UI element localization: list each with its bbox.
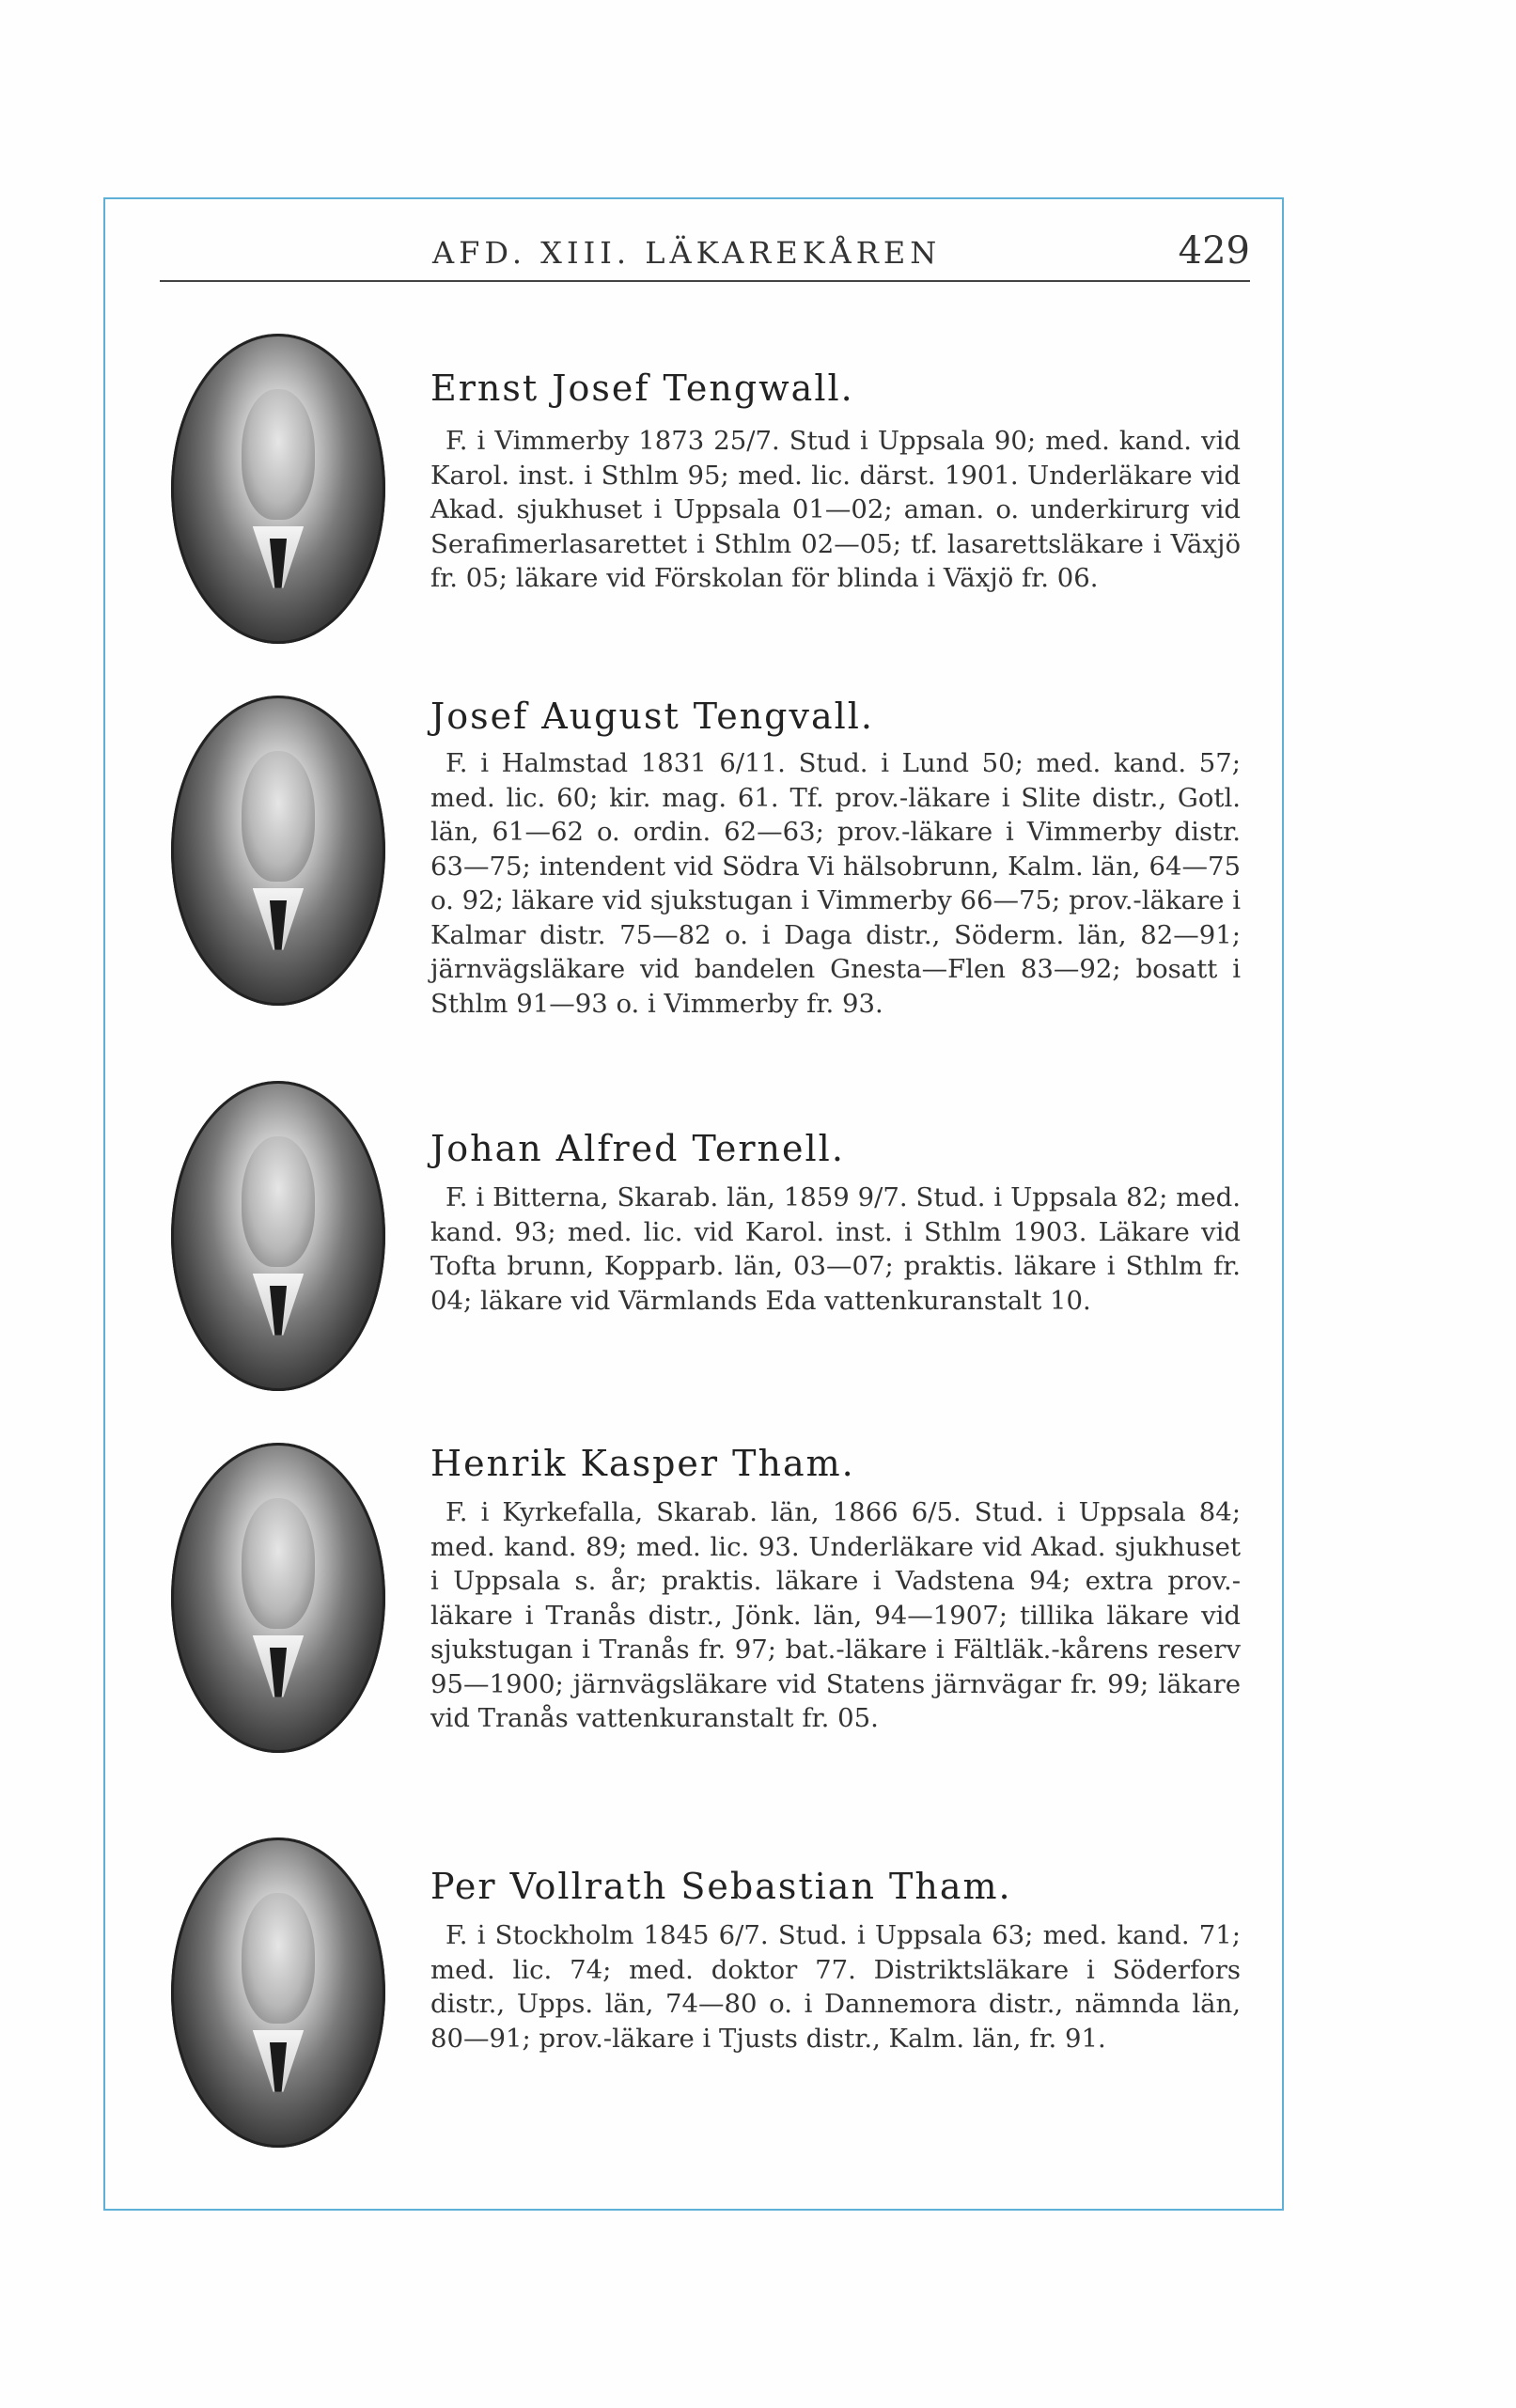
entry-henrik-kasper-tham <box>160 1443 1250 1790</box>
portrait-face <box>242 1498 315 1629</box>
entry-per-vollrath-sebastian-tham <box>160 1837 1250 2157</box>
portrait-photo <box>171 1837 385 2148</box>
portrait-face <box>242 1136 315 1267</box>
running-head <box>160 226 1250 282</box>
entry-bio: F. i Halmstad 1831 6/11. Stud. i Lund 50; med. kand. 57; med. lic. 60; kir. mag. 61. Tf. prov.-läkare i Slite distr., Gotl. län, 61—62 o. ordin. 62—63; prov.-läkare i Vimmerby distr. 63—75; intendent vid Södra Vi hälsobrunn, Kalm. län, 64—75 o. 92; läkare vid sjukstugan i Vimmerby 66—75; prov.-läkare i Kalmar distr. 75—82 o. i Daga distr., Söderm. län, 82—91; järnvägsläkare vid bandelen Gnesta—Flen 83—92; bosatt i Sthlm 91—93 o. i Vimmerby fr. 93. <box>430 748 1241 1019</box>
section-title: AFD. XIII. LÄKAREKÅREN <box>432 235 942 271</box>
portrait-photo <box>171 1081 385 1391</box>
entry-bio: F. i Vimmerby 1873 25/7. Stud i Uppsala 90; med. kand. vid Karol. inst. i Sthlm 95; med. lic. därst. 1901. Underläkare vid Akad. sjukhuset i Uppsala 01—02; aman. o. underkirurg vid Serafimerlasarettet i Sthlm 02—05; tf. lasarettsläkare i Växjö fr. 05; läkare vid Förskolan för blinda i Växjö fr. 06. <box>430 426 1241 593</box>
entry-name: Ernst Josef Tengwall. <box>430 367 854 409</box>
page-number: 429 <box>1178 229 1250 273</box>
entry-ernst-josef-tengwall <box>160 334 1250 681</box>
portrait-photo <box>171 696 385 1006</box>
header-rule <box>160 280 1250 282</box>
entry-bio: F. i Bitterna, Skarab. län, 1859 9/7. Stud. i Uppsala 82; med. kand. 93; med. lic. vid Karol. inst. i Sthlm 1903. Läkare vid Tofta brunn, Kopparb. län, 03—07; praktis. läkare i Sthlm fr. 04; läkare vid Värmlands Eda vattenkuranstalt 10. <box>430 1182 1241 1316</box>
entry-bio: F. i Kyrkefalla, Skarab. län, 1866 6/5. Stud. i Uppsala 84; med. kand. 89; med. lic. 93. Underläkare vid Akad. sjukhuset i Uppsala s. år; praktis. läkare i Vadstena 94; extra prov.-läkare i Tranås distr., Jönk. län, 94—1907; tillika läkare vid sjukstugan i Tranås fr. 97; bat.-läkare i Fältläk.-kårens reserv 95—1900; järnvägsläkare vid Statens järnvägar fr. 99; läkare vid Tranås vattenkuranstalt fr. 05. <box>430 1497 1241 1733</box>
entry-name: Henrik Kasper Tham. <box>430 1443 855 1484</box>
entry-name: Per Vollrath Sebastian Tham. <box>430 1866 1012 1907</box>
entry-josef-august-tengvall <box>160 696 1250 1081</box>
entry-bio: F. i Stockholm 1845 6/7. Stud. i Uppsala 63; med. kand. 71; med. lic. 74; med. doktor 77. Distriktsläkare i Söderfors distr., Upps. län, 74—80 o. i Dannemora distr., nämnda län, 80—91; prov.-läkare i Tjusts distr., Kalm. län, fr. 91. <box>430 1920 1241 2054</box>
portrait-face <box>242 389 315 520</box>
portrait-face <box>242 751 315 882</box>
portrait-photo <box>171 334 385 644</box>
portrait-photo <box>171 1443 385 1753</box>
portrait-face <box>242 1893 315 2024</box>
entry-name: Josef August Tengvall. <box>430 696 875 737</box>
entry-johan-alfred-ternell <box>160 1081 1250 1391</box>
entry-name: Johan Alfred Ternell. <box>430 1128 845 1169</box>
